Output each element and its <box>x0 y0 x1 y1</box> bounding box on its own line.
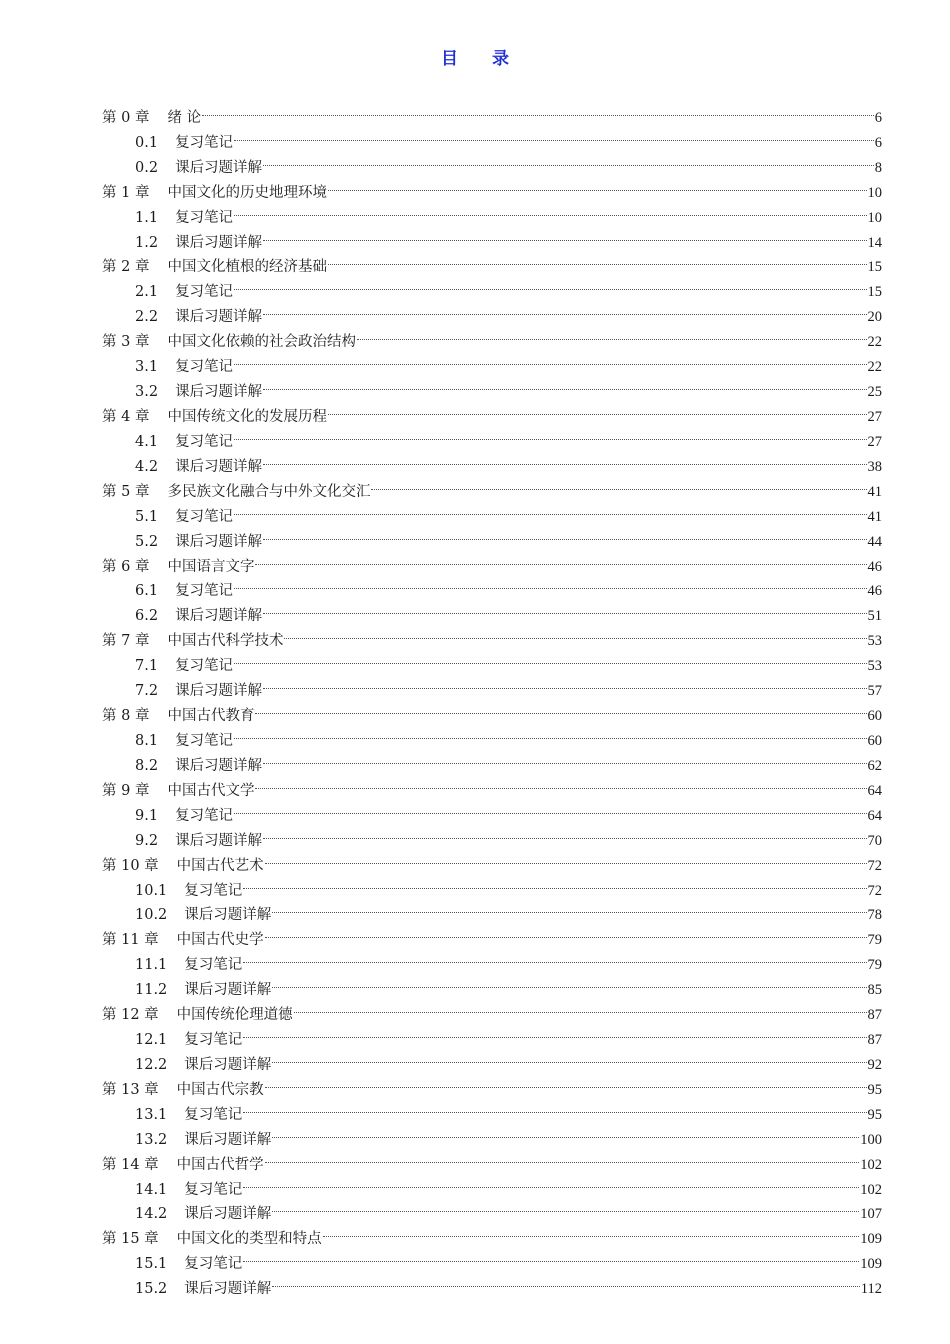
toc-entry-number: 1.2 <box>135 234 159 251</box>
toc-page-number: 102 <box>860 1156 882 1173</box>
dot-leader <box>263 147 874 172</box>
toc-entry-number: 第 6 章 <box>102 558 150 575</box>
toc-entry-title: 课后习题详解 <box>175 458 263 475</box>
toc-page-number: 100 <box>860 1131 882 1148</box>
toc-entry-number: 第 10 章 <box>102 857 159 874</box>
toc-entry-number: 第 8 章 <box>102 708 150 725</box>
toc-page-number: 25 <box>867 384 882 401</box>
dot-leader <box>272 1044 866 1069</box>
toc-entry-title: 课后习题详解 <box>184 1131 272 1148</box>
dot-leader <box>243 1169 859 1194</box>
toc-entry-number: 14.1 <box>135 1181 168 1198</box>
toc-entry-title: 中国传统伦理道德 <box>176 1007 293 1024</box>
toc-entry-title: 课后习题详解 <box>184 1281 272 1298</box>
toc-entry-number: 8.1 <box>135 732 159 749</box>
toc-entry-number: 第 14 章 <box>102 1156 159 1173</box>
toc-list <box>102 97 882 1298</box>
dot-leader <box>243 870 866 895</box>
toc-page-number: 79 <box>867 932 882 949</box>
toc-entry-title: 复习笔记 <box>175 508 234 525</box>
toc-page-number: 92 <box>867 1056 882 1073</box>
toc-entry-title: 复习笔记 <box>175 583 234 600</box>
dot-leader <box>272 969 866 994</box>
toc-entry-title: 课后习题详解 <box>175 384 263 401</box>
toc-entry-number: 第 0 章 <box>102 109 150 126</box>
toc-entry-title: 复习笔记 <box>184 1106 243 1123</box>
toc-page-number: 46 <box>867 558 882 575</box>
toc-entry-number: 6.1 <box>135 583 159 600</box>
toc-page-number: 6 <box>874 134 882 151</box>
toc-page-number: 107 <box>860 1206 882 1223</box>
dot-leader <box>328 396 867 421</box>
toc-entry-number: 第 5 章 <box>102 483 150 500</box>
toc-entry-number: 14.2 <box>135 1206 168 1223</box>
toc-page-number: 22 <box>867 334 882 351</box>
toc-page-number: 38 <box>867 458 882 475</box>
toc-page-number: 22 <box>867 359 882 376</box>
dot-leader <box>284 620 866 645</box>
toc-page-number: 20 <box>867 309 882 326</box>
toc-page-number: 60 <box>867 732 882 749</box>
toc-entry-number: 2.2 <box>135 309 159 326</box>
dot-leader <box>265 1144 860 1169</box>
toc-entry-number: 15.2 <box>135 1281 168 1298</box>
toc-entry-number: 第 12 章 <box>102 1007 159 1024</box>
dot-leader <box>234 271 866 296</box>
toc-entry-title: 复习笔记 <box>184 1256 243 1273</box>
toc-entry-number: 10.1 <box>135 882 168 899</box>
toc-entry-number: 7.2 <box>135 683 159 700</box>
toc-entry-title: 课后习题详解 <box>184 907 272 924</box>
toc-entry-title: 中国文化依赖的社会政治结构 <box>167 334 356 351</box>
toc-page-number: 109 <box>860 1231 882 1248</box>
dot-leader <box>263 446 866 471</box>
toc-entry-title: 课后习题详解 <box>175 159 263 176</box>
toc-entry-number: 13.1 <box>135 1106 168 1123</box>
dot-leader <box>202 97 874 122</box>
toc-page-number: 112 <box>860 1281 882 1298</box>
toc-page-number: 64 <box>867 782 882 799</box>
toc-entry-number: 第 3 章 <box>102 334 150 351</box>
toc-entry-title: 多民族文化融合与中外文化交汇 <box>167 483 371 500</box>
dot-leader <box>328 172 867 197</box>
toc-page-number: 41 <box>867 508 882 525</box>
dot-leader <box>234 496 866 521</box>
toc-entry-number: 4.2 <box>135 458 159 475</box>
toc-entry-title: 中国传统文化的发展历程 <box>167 408 327 425</box>
toc-entry-title: 复习笔记 <box>175 658 234 675</box>
toc-entry-number: 1.1 <box>135 209 159 226</box>
toc-entry-number: 5.1 <box>135 508 159 525</box>
toc-entry-number: 3.2 <box>135 384 159 401</box>
toc-entry-title: 中国语言文字 <box>167 558 255 575</box>
toc-entry-title: 中国古代教育 <box>167 708 255 725</box>
toc-page-number: 41 <box>867 483 882 500</box>
toc-entry-number: 9.2 <box>135 832 159 849</box>
toc-entry-number: 第 4 章 <box>102 408 150 425</box>
toc-page-number: 78 <box>867 907 882 924</box>
dot-leader <box>263 296 866 321</box>
toc-entry-title: 中国古代史学 <box>176 932 264 949</box>
toc-entry-title: 复习笔记 <box>175 732 234 749</box>
toc-entry-title: 中国古代宗教 <box>176 1081 264 1098</box>
dot-leader <box>265 1069 867 1094</box>
dot-leader <box>272 1119 859 1144</box>
toc-entry-title: 课后习题详解 <box>175 832 263 849</box>
toc-page-number: 10 <box>867 209 882 226</box>
dot-leader <box>234 571 866 596</box>
toc-entry-title: 课后习题详解 <box>184 982 272 999</box>
toc-page-number: 85 <box>867 982 882 999</box>
toc-entry-number: 第 15 章 <box>102 1231 159 1248</box>
toc-entry-number: 9.1 <box>135 807 159 824</box>
dot-leader <box>243 1243 859 1268</box>
toc-page-number: 95 <box>867 1106 882 1123</box>
dot-leader <box>263 595 866 620</box>
toc-page-number: 14 <box>867 234 882 251</box>
toc-page-number: 79 <box>867 957 882 974</box>
toc-entry-number: 第 7 章 <box>102 633 150 650</box>
dot-leader <box>272 1268 859 1293</box>
toc-entry-title: 课后习题详解 <box>175 309 263 326</box>
dot-leader <box>263 670 866 695</box>
toc-entry-title: 中国文化植根的经济基础 <box>167 259 327 276</box>
toc-entry-title: 课后习题详解 <box>184 1206 272 1223</box>
toc-entry-number: 0.1 <box>135 134 159 151</box>
toc-entry-title: 复习笔记 <box>175 134 234 151</box>
toc-page-number: 27 <box>867 433 882 450</box>
toc-entry-number: 2.1 <box>135 284 159 301</box>
toc-entry-number: 11.1 <box>135 957 168 974</box>
dot-leader <box>272 1194 859 1219</box>
dot-leader <box>255 695 866 720</box>
dot-leader <box>265 845 867 870</box>
toc-page-number: 87 <box>867 1032 882 1049</box>
toc-entry-number: 4.1 <box>135 433 159 450</box>
toc-entry-title: 复习笔记 <box>175 807 234 824</box>
toc-entry-title: 课后习题详解 <box>175 533 263 550</box>
toc-chapter-entry[interactable] <box>102 97 882 126</box>
toc-entry-number: 第 1 章 <box>102 184 150 201</box>
dot-leader <box>243 1019 866 1044</box>
toc-entry-title: 复习笔记 <box>175 284 234 301</box>
toc-page-number: 87 <box>867 1007 882 1024</box>
toc-page-number: 64 <box>867 807 882 824</box>
toc-page-number: 62 <box>867 757 882 774</box>
dot-leader <box>255 770 866 795</box>
toc-page-number: 15 <box>867 259 882 276</box>
dot-leader <box>234 197 866 222</box>
toc-entry-title: 课后习题详解 <box>175 757 263 774</box>
dot-leader <box>234 421 866 446</box>
toc-entry-number: 5.2 <box>135 533 159 550</box>
toc-entry-title: 中国文化的历史地理环境 <box>167 184 327 201</box>
toc-entry-number: 12.1 <box>135 1032 168 1049</box>
toc-entry-number: 13.2 <box>135 1131 168 1148</box>
toc-entry-title: 课后习题详解 <box>175 234 263 251</box>
toc-entry-number: 7.1 <box>135 658 159 675</box>
toc-entry-title: 复习笔记 <box>184 1032 243 1049</box>
toc-page-number: 102 <box>860 1181 882 1198</box>
toc-page-number: 27 <box>867 408 882 425</box>
toc-entry-number: 第 9 章 <box>102 782 150 799</box>
dot-leader <box>243 1094 866 1119</box>
dot-leader <box>263 371 866 396</box>
dot-leader <box>323 1218 860 1243</box>
toc-page-number: 51 <box>867 608 882 625</box>
dot-leader <box>263 745 866 770</box>
dot-leader <box>255 546 866 571</box>
dot-leader <box>263 521 866 546</box>
toc-page-number: 72 <box>867 857 882 874</box>
dot-leader <box>234 122 874 147</box>
dot-leader <box>263 820 866 845</box>
dot-leader <box>234 645 866 670</box>
dot-leader <box>234 795 866 820</box>
toc-entry-number: 第 2 章 <box>102 259 150 276</box>
dot-leader <box>371 471 866 496</box>
toc-entry-number: 0.2 <box>135 159 159 176</box>
toc-entry-number: 6.2 <box>135 608 159 625</box>
toc-page-number: 53 <box>867 658 882 675</box>
toc-page-number: 53 <box>867 633 882 650</box>
dot-leader <box>272 895 866 920</box>
dot-leader <box>263 222 866 247</box>
toc-page-number: 15 <box>867 284 882 301</box>
toc-entry-title: 复习笔记 <box>175 433 234 450</box>
dot-leader <box>243 944 866 969</box>
toc-entry-number: 15.1 <box>135 1256 168 1273</box>
dot-leader <box>265 919 867 944</box>
toc-entry-title: 绪 论 <box>167 109 202 126</box>
toc-entry-title: 中国古代文学 <box>167 782 255 799</box>
toc-page-number: 57 <box>867 683 882 700</box>
toc-page-number: 60 <box>867 708 882 725</box>
toc-entry-title: 复习笔记 <box>175 209 234 226</box>
toc-page-number: 70 <box>867 832 882 849</box>
toc-entry-title: 中国古代科学技术 <box>167 633 284 650</box>
toc-page-number: 10 <box>867 184 882 201</box>
toc-entry-number: 10.2 <box>135 907 168 924</box>
toc-entry-title: 复习笔记 <box>184 957 243 974</box>
toc-entry-title: 课后习题详解 <box>184 1056 272 1073</box>
toc-section-entry[interactable] <box>102 122 882 151</box>
toc-entry-number: 第 11 章 <box>102 932 159 949</box>
toc-page-number: 72 <box>867 882 882 899</box>
toc-page-number: 46 <box>867 583 882 600</box>
dot-leader <box>357 321 867 346</box>
toc-entry-title: 中国古代艺术 <box>176 857 264 874</box>
toc-entry-number: 第 13 章 <box>102 1081 159 1098</box>
dot-leader <box>234 346 866 371</box>
toc-page-number: 44 <box>867 533 882 550</box>
toc-entry-title: 课后习题详解 <box>175 608 263 625</box>
toc-page-number: 95 <box>867 1081 882 1098</box>
toc-page-number: 109 <box>860 1256 882 1273</box>
toc-entry-number: 11.2 <box>135 982 168 999</box>
toc-entry-title: 中国文化的类型和特点 <box>176 1231 322 1248</box>
toc-page-number: 8 <box>874 159 882 176</box>
toc-entry-title: 复习笔记 <box>184 882 243 899</box>
toc-entry-title: 复习笔记 <box>175 359 234 376</box>
toc-entry-title: 复习笔记 <box>184 1181 243 1198</box>
toc-entry-title: 课后习题详解 <box>175 683 263 700</box>
toc-entry-number: 3.1 <box>135 359 159 376</box>
toc-entry-title: 中国古代哲学 <box>176 1156 264 1173</box>
toc-title: 目 录 <box>441 49 523 69</box>
dot-leader <box>234 720 866 745</box>
dot-leader <box>294 994 867 1019</box>
toc-entry-number: 8.2 <box>135 757 159 774</box>
toc-entry-number: 12.2 <box>135 1056 168 1073</box>
toc-page-number: 6 <box>874 109 882 126</box>
dot-leader <box>328 247 867 272</box>
